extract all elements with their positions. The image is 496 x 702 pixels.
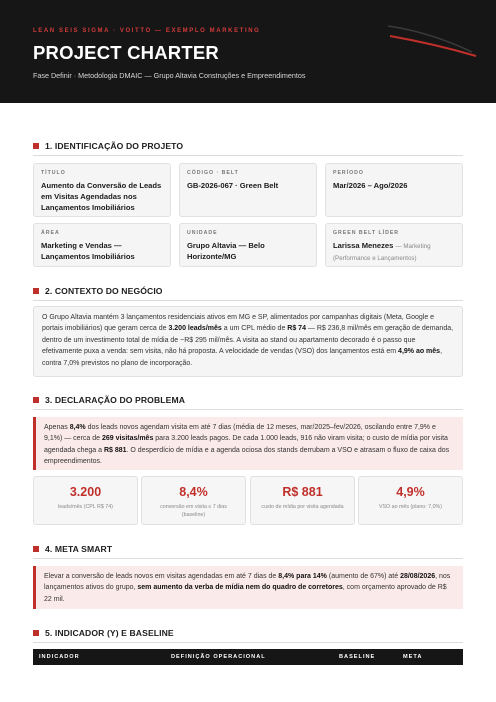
card-lider: GREEN BELT LÍDER Larissa Menezes — Marketing (Performance e Lançamentos): [325, 223, 463, 267]
section-divider: [33, 642, 463, 643]
section-divider: [33, 409, 463, 410]
column-header-baseline: BASELINE: [339, 654, 376, 660]
section-divider: [33, 155, 463, 156]
lider-role: — Marketing (Performance e Lançamentos): [333, 243, 431, 262]
card-unidade: UNIDADE Grupo Altavia — Belo Horizonte/MG: [179, 223, 317, 267]
metric-card-cost: R$ 881 custo de mídia por visita agendada: [250, 476, 355, 525]
section-bullet-icon: [33, 143, 39, 149]
decorative-curve-icon: [380, 22, 490, 62]
header-eyebrow: LEAN SEIS SIGMA · VOITTO — EXEMPLO MARKETING: [33, 28, 261, 34]
section-bullet-icon: [33, 397, 39, 403]
lider-name: Larissa Menezes: [333, 241, 394, 250]
metric-card-leads: 3.200 leads/mês (CPL R$ 74): [33, 476, 138, 525]
metric-card-vso: 4,9% VSO ao mês (plano: 7,0%): [358, 476, 463, 525]
column-header-indicador: INDICADOR: [39, 654, 80, 660]
card-codigo: CÓDIGO · BELT GB-2026-067 · Green Belt: [179, 163, 317, 217]
section-heading-context: 2. CONTEXTO DO NEGÓCIO: [33, 286, 163, 296]
indicator-table-header: [33, 649, 463, 665]
page-subtitle: Fase Definir · Metodologia DMAIC — Grupo Altavia Construções e Empreendimentos: [33, 71, 306, 80]
card-periodo: PERÍODO Mar/2026 – Ago/2026: [325, 163, 463, 217]
header-banner: [0, 0, 496, 103]
context-paragraph: O Grupo Altavia mantém 3 lançamentos residenciais ativos em MG e SP, alimentados por campanhas digitais (Meta, Google e portais imobiliários) que geram cerca de 3.200 leads/mês a um CPL médio de R$ 74 — R$ 236,8 mil/mês em geração de demanda, dentro de um investimento total de mídia de ~R$ 295 mil/mês. A visita ao stand ou apartamento decorado é o passo que efetivamente puxa a venda: sem visita, não há proposta. A velocidade de vendas (VSO) dos lançamentos está em 4,9% ao mês, contra 7,0% previstos no plano de incorporação.: [33, 306, 463, 377]
section-heading-goal: 4. META SMART: [33, 544, 112, 554]
section-divider: [33, 300, 463, 301]
section-heading-indicator: 5. INDICADOR (Y) E BASELINE: [33, 628, 174, 638]
section-bullet-icon: [33, 630, 39, 636]
problem-statement: Apenas 8,4% dos leads novos agendam visita em até 7 dias (média de 12 meses, mar/2025–fev/2026, oscilando entre 7,9% e 9,1%) — cerca de 269 visitas/mês para 3.200 leads pagos. De cada 1.000 leads, 916 não viram visita; o custo de mídia por visita agendada chega a R$ 881. O desperdício de mídia e a agenda ociosa dos stands derrubam a VSO e atrasam o fluxo de caixa dos empreendimentos.: [33, 417, 463, 470]
card-area: ÁREA Marketing e Vendas — Lançamentos Imobiliários: [33, 223, 171, 267]
section-heading-identification: 1. IDENTIFICAÇÃO DO PROJETO: [33, 141, 183, 151]
section-bullet-icon: [33, 288, 39, 294]
column-header-meta: META: [403, 654, 423, 660]
section-bullet-icon: [33, 546, 39, 552]
card-titulo: TÍTULO Aumento da Conversão de Leads em Visitas Agendadas nos Lançamentos Imobiliários: [33, 163, 171, 217]
column-header-definicao: DEFINIÇÃO OPERACIONAL: [171, 654, 266, 660]
smart-goal-statement: Elevar a conversão de leads novos em visitas agendadas em até 7 dias de 8,4% para 14% (aumento de 67%) até 28/08/2026, nos lançamentos ativos do grupo, sem aumento da verba de mídia nem do quadro de corretores, com orçamento aprovado de R$ 22 mil.: [33, 566, 463, 609]
section-heading-problem: 3. DECLARAÇÃO DO PROBLEMA: [33, 395, 185, 405]
section-divider: [33, 558, 463, 559]
page-title: PROJECT CHARTER: [33, 42, 219, 63]
metric-card-conversion: 8,4% conversão em visita ≤ 7 dias (baseline): [141, 476, 246, 525]
